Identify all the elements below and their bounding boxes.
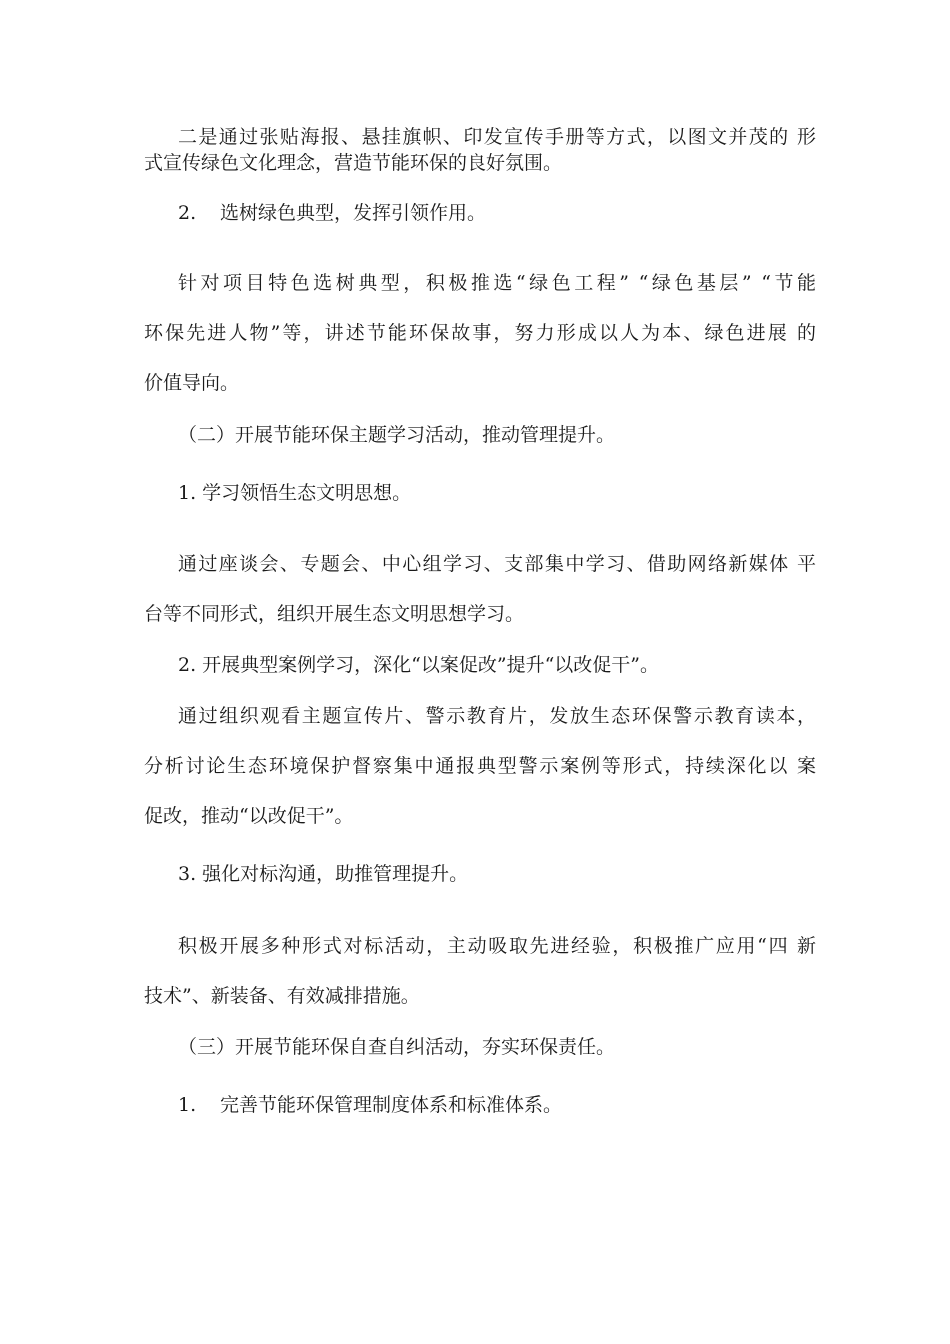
paragraph-line: 促改，推动“以改促干”。	[144, 805, 354, 827]
paragraph-line: 针对项目特色选树典型，积极推选“绿色工程” “绿色基层” “节能	[178, 272, 816, 294]
subsection-heading: 1. 学习领悟生态文明思想。	[178, 482, 412, 504]
paragraph-line: 通过组织观看主题宣传片、警示教育片，发放生态环保警示教育读本，	[178, 705, 816, 727]
section-heading: （二）开展节能环保主题学习活动，推动管理提升。	[178, 424, 616, 446]
paragraph-line: 分析讨论生态环境保护督察集中通报典型警示案例等形式，持续深化以 案	[144, 755, 816, 777]
section-heading: （三）开展节能环保自查自纠活动，夯实环保责任。	[178, 1036, 616, 1058]
heading-text: 选树绿色典型，发挥引领作用。	[220, 202, 487, 224]
subsection-heading: 3. 强化对标沟通，助推管理提升。	[178, 863, 469, 885]
paragraph-line: 式宣传绿色文化理念，营造节能环保的良好氛围。	[144, 152, 563, 174]
heading-text: 完善节能环保管理制度体系和标准体系。	[220, 1094, 563, 1116]
paragraph-line: 积极开展多种形式对标活动，主动吸取先进经验，积极推广应用“四 新	[178, 935, 816, 957]
paragraph-line: 二是通过张贴海报、悬挂旗帜、印发宣传手册等方式，以图文并茂的 形	[178, 126, 816, 148]
list-number: 1.	[178, 1094, 197, 1116]
numbered-heading	[178, 1092, 816, 1118]
subsection-heading: 2. 开展典型案例学习，深化“以案促改”提升“以改促干”。	[178, 654, 660, 676]
paragraph-line: 通过座谈会、专题会、中心组学习、支部集中学习、借助网络新媒体 平	[178, 553, 816, 575]
paragraph-line: 价值导向。	[144, 372, 240, 394]
numbered-heading	[178, 200, 816, 226]
paragraph-line: 技术”、新装备、有效减排措施。	[144, 985, 420, 1007]
paragraph-line: 环保先进人物”等，讲述节能环保故事，努力形成以人为本、绿色进展 的	[144, 322, 816, 344]
paragraph-line: 台等不同形式，组织开展生态文明思想学习。	[144, 603, 525, 625]
list-number: 2.	[178, 202, 197, 224]
